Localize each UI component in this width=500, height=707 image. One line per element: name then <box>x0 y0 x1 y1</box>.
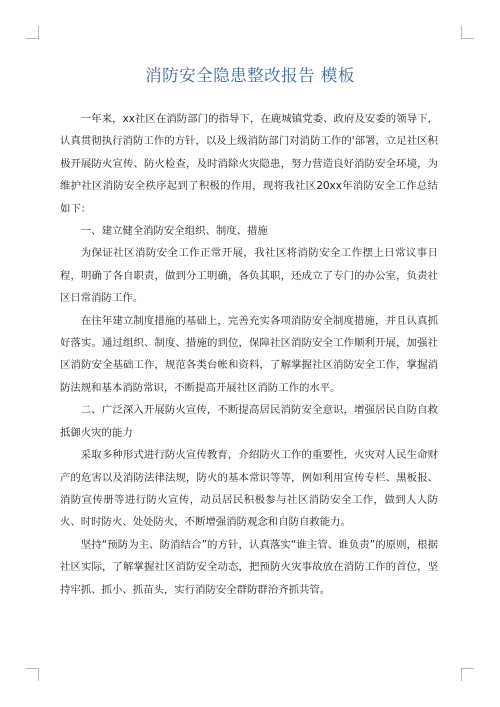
paragraph-intro: 一年来，xx社区在消防部门的指导下，在鹿城镇党委、政府及安委的领导下，认真贯彻执行消防工作的方针，以及上级消防部门对消防工作的'部署，立足社区积极开展防火宣传、防火检查，及时消除火灾隐患，努力营造良好消防安全环境，为维护社区消防安全秩序起到了积极的作用，现将我社区20xx年消防安全工作总结如下： <box>60 113 438 215</box>
crop-mark-top-left <box>26 26 39 39</box>
paragraph-3: 采取多种形式进行防火宣传教育，介绍防火工作的重要性，火灾对人民生命财产的危害以及消防法律法规，防火的基本常识等等，例如利用宣传专栏、黑板报、消防宣传册等进行防火宣传，动员居民积极参与社区消防安全工作，做到人人防火、时时防火、处处防火，不断增强消防观念和自防自救能力。 <box>60 449 438 529</box>
paragraph-1: 为保证社区消防安全工作正常开展，我社区将消防安全工作摆上日常议事日程，明确了各自职责，做到分工明确，各负其职，还成立了专门的办公室，负责社区日常消防工作。 <box>60 247 438 305</box>
section-heading-1: 一、建立健全消防安全组织、制度、措施 <box>80 225 268 238</box>
crop-mark-bottom-right <box>461 668 474 681</box>
document-title: 消防安全隐患整改报告 模板 <box>145 66 355 85</box>
paragraph-2: 在往年建立制度措施的基础上，完善充实各项消防安全制度措施，并且认真抓好落实。通过组织、制度、措施的到位，保障社区消防安全工作顺利开展，加强社区消防安全基础工作，规范各类台帐和资料，了解掌握社区消防安全工作，掌握消防法规和基本消防常识，不断提高开展社区消防工作的水平。 <box>60 314 438 394</box>
paragraph-4: 坚持“预防为主、防消结合”的方针，认真落实“谁主管、谁负责”的原则，根据社区实际，了解掌握社区消防安全动态，把预防火灾事故放在消防工作的首位，坚持牢抓、抓小、抓苗头，实行消防安全群防群治齐抓共管。 <box>60 538 438 596</box>
crop-mark-top-right <box>461 26 474 39</box>
section-heading-2: 二、广泛深入开展防火宣传，不断提高居民消防安全意识，增强居民自防自救抵御火灾的能力 <box>60 404 438 439</box>
crop-mark-bottom-left <box>26 668 39 681</box>
document-body <box>60 108 438 601</box>
